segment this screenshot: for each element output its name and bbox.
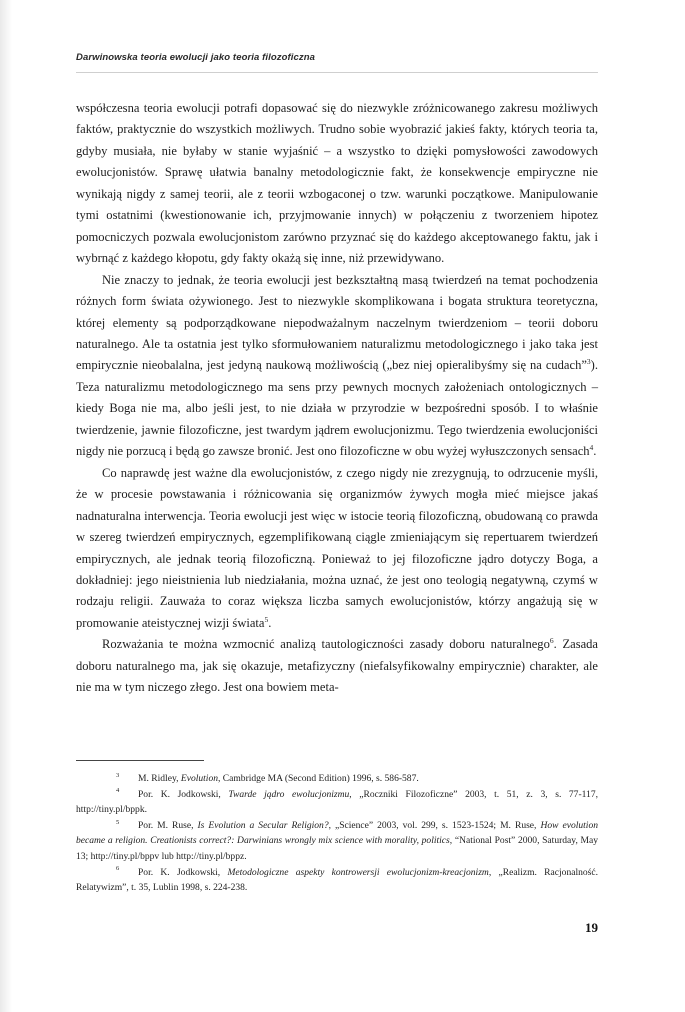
footnote-3: 3 M. Ridley, Evolution, Cambridge MA (Second Edition) 1996, s. 586-587. — [116, 771, 419, 784]
page-gutter-shadow — [0, 0, 12, 1012]
paragraph-text: Nie znaczy to jednak, że teoria ewolucji jest bezkształtną masą twierdzeń na temat pochodzenia różnych form świata ożywionego. Jest to niezwykle skomplikowana i bogata struktura teoretyczna, której elementy są podporządkowane niepodważalnym naczelnym twierdzeniom – teorii doboru naturalnego. Ale ta ostatnia jest tylko sformułowaniem naturalizmu metodologicznego i jako taka jest empirycznie nieobalalna, jest jedyną naukową możliwością („bez niej opieralibyśmy się na cudach” — [76, 272, 598, 373]
paragraph-2 — [76, 270, 598, 463]
footnote-text: Por. K. Jodkowski, — [138, 788, 229, 800]
running-head: Darwinowska teoria ewolucji jako teoria filozoficzna — [76, 52, 316, 63]
footnote-ref-4[interactable]: 4 — [589, 443, 594, 453]
footnote-ref-3[interactable]: 3 — [586, 357, 591, 367]
footnote-title: Evolution — [180, 773, 218, 784]
footnote-text: , „Science” 2003, vol. 299, s. 1523-1524; M. Ruse, — [328, 819, 541, 831]
footnote-ref-5[interactable]: 5 — [264, 614, 269, 624]
footnote-title: How evolution became a religion. Creationists correct?: Darwinians wrongly mix science with morality, politics — [76, 819, 599, 847]
page-number: 19 — [585, 920, 598, 935]
paragraph-4 — [76, 634, 598, 698]
footnote-title: Metodologiczne aspekty kontrowersji ewolucjonizm-kreacjonizm — [227, 866, 489, 878]
header-divider — [76, 72, 598, 73]
footnote-title: Twarde jądro ewolucjonizmu — [228, 788, 350, 800]
footnote-ref-6[interactable]: 6 — [549, 636, 554, 646]
footnote-text: , Cambridge MA (Second Edition) 1996, s. 586-587. — [218, 773, 419, 784]
footnote-text: , „Realizm. Racjonalność. Relatywizm”, t. 35, Lublin 1998, s. 224-238. — [76, 866, 599, 894]
footnotes — [76, 771, 598, 896]
paragraph-1 — [76, 98, 598, 270]
paragraph-text-end: . — [593, 444, 597, 459]
footnote-divider — [76, 760, 204, 761]
paragraph-text: współczesna teoria ewolucji potrafi dopasować się do niezwykle zróżnicowanego zakresu możliwych faktów, praktycznie do wszystkich możliwych. Trudno sobie wyobrazić jakieś fakty, których teoria ta, gdyby musiała, nie byłaby w stanie wyjaśnić – a wszystko to dzięki pomysłowości zawodowych ewolucjonistów. Sprawę ułatwia banalny metodologicznie fakt, że konsekwencje empiryczne nie wynikają nigdy z samej teorii, ale z teorii wzbogaconej o tzw. warunki początkowe. Manipulowanie tymi ostatnimi (kwestionowanie ich, przyjmowanie innych) w połączeniu z tworzeniem hipotez pomocniczych pozwala ewolucjonistom zarówno przyznać się do każdego akceptowanego faktu, jak i wybrnąć z każdego kłopotu, gdy fakty okażą się inne, niż przewidywano. — [76, 101, 598, 266]
footnote-5: 5 Por. M. Ruse, Is Evolution a Secular Religion?, „Science” 2003, vol. 299, s. 1523-1524; M. Ruse, How evolution became a religion. Creationists correct?: Darwinians wrongly mix science with morality, politics, “National Post” 2000, Saturday, May 13; http://tiny.pl/bppv lub http://tiny.pl/bppz. — [76, 818, 599, 862]
footnote-text: Por. M. Ruse, — [138, 819, 198, 831]
main-text — [76, 98, 598, 699]
footnote-6: 6 Por. K. Jodkowski, Metodologiczne aspekty kontrowersji ewolucjonizm-kreacjonizm, „Realizm. Racjonalność. Relatywizm”, t. 35, Lublin 1998, s. 224-238. — [76, 865, 599, 894]
footnote-text: , „Roczniki Filozoficzne” 2003, t. 51, z. 3, s. 77-117, http://tiny.pl/bppk. — [76, 788, 598, 816]
footnote-title: Is Evolution a Secular Religion? — [197, 819, 329, 831]
paragraph-text: Rozważania te można wzmocnić analizą tautologiczności zasady doboru naturalnego — [102, 637, 550, 652]
footnote-4: 4 Por. K. Jodkowski, Twarde jądro ewolucjonizmu, „Roczniki Filozoficzne” 2003, t. 51, z. 3, s. 77-117, http://tiny.pl/bppk. — [76, 787, 598, 816]
paragraph-text-continued: . — [268, 615, 272, 630]
paragraph-text-continued: ). Teza naturalizmu metodologicznego ma sens przy pewnych mocnych założeniach ontologicznych – kiedy Boga nie ma, albo jeśli jest, to nie działa w przyrodzie w bezpośredni sposób. I to właśnie twierdzenie, jawnie filozoficzne, jest twardym jądrem ewolucjonizmu. Tego twierdzenia ewolucjoniści nigdy nie porzucą i będą go zawsze bronić. Jest ono filozoficzne w obu wyżej wyłuszczonych sensach — [76, 358, 598, 459]
footnote-text: , “National Post” 2000, Saturday, May 13; http://tiny.pl/bppv lub http://tiny.pl/bppz. — [76, 835, 598, 862]
paragraph-3 — [76, 463, 598, 635]
footnote-text: Por. K. Jodkowski, — [138, 866, 228, 878]
paragraph-text: Co naprawdę jest ważne dla ewolucjonistów, z czego nigdy nie zrezygnują, to odrzucenie myśli, że w procesie powstawania i różnicowania się organizmów żywych mogła mieć miejsce jakaś nadnaturalna interwencja. Teoria ewolucji jest więc w istocie teorią filozoficzną, obudowaną co prawda w szereg twierdzeń empirycznych, egzemplifikowaną ciągle zmieniającym się repertuarem twierdzeń empirycznych, ale jednak teorią filozoficzną. Ponieważ to jej filozoficzne jądro dotyczy Boga, a dokładniej: jego nieistnienia lub niedziałania, można uznać, że jest ono teologią negatywną, czymś w rodzaju religii. Zauważa to coraz większa liczba samych ewolucjonistów, którzy angażują się w promowanie ateistycznej wizji świata — [76, 465, 598, 630]
paragraph-text-continued: . Zasada doboru naturalnego ma, jak się okazuje, metafizyczny (niefalsyfikowalny empirycznie) charakter, ale nie ma w tym niczego złego. Jest ona bowiem meta- — [76, 637, 598, 695]
footnote-text: M. Ridley, — [138, 773, 181, 784]
